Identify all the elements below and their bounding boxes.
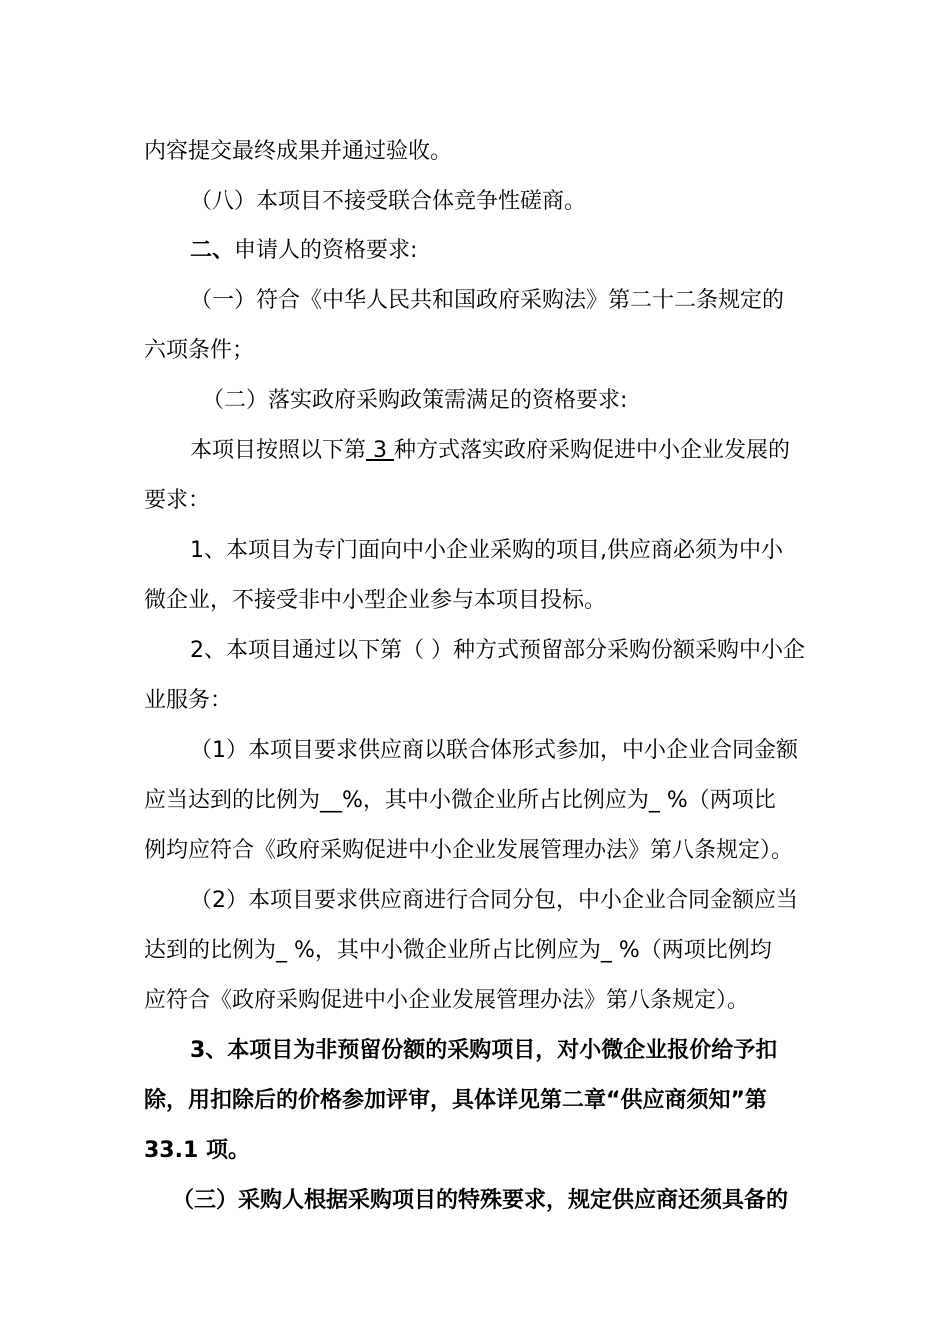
text-segment: 微企业，不接受非中小型企业参与本项目投标。 (144, 588, 607, 613)
text-segment: 达到的比例为_ %，其中小微企业所占比例应为_ %（两项比例均 (144, 938, 772, 963)
text-line-21 (144, 1136, 250, 1166)
text-segment: 要求： (144, 488, 211, 513)
text-line-15 (144, 836, 793, 866)
text-line-10 (144, 586, 606, 616)
text-line-7 (190, 436, 790, 466)
text-line-9 (190, 536, 783, 566)
text-line-19 (190, 1036, 777, 1066)
text-line-17 (144, 936, 772, 966)
text-line-2 (190, 187, 586, 217)
text-segment: 六项条件； (144, 338, 255, 363)
text-line-16 (190, 886, 798, 916)
text-segment: 业服务： (144, 688, 233, 713)
text-segment: 3、本项目为非预留份额的采购项目，对小微企业报价给予扣 (190, 1038, 778, 1063)
text-segment: （2）本项目要求供应商进行合同分包，中小企业合同金额应当 (190, 888, 798, 913)
text-line-22 (172, 1186, 788, 1216)
text-line-13 (190, 736, 798, 766)
text-line-4 (190, 286, 784, 316)
text-segment: 除，用扣除后的价格参加评审，具体详见第二章“供应商须知”第 (144, 1088, 767, 1113)
text-segment: （一）符合《中华人民共和国政府采购法》第二十二条规定的 (190, 288, 785, 313)
underlined-method-number: 3 (366, 438, 394, 463)
text-line-14 (144, 786, 776, 816)
text-segment: 本项目按照以下第 (190, 438, 367, 463)
text-segment: 内容提交最终成果并通过验收。 (144, 139, 453, 164)
text-line-1 (144, 137, 452, 167)
text-line-5 (144, 336, 254, 366)
text-line-6 (202, 386, 627, 416)
text-segment: 33.1 项。 (144, 1138, 250, 1163)
section-heading-qualifications (190, 236, 417, 266)
text-segment: （1）本项目要求供应商以联合体形式参加，中小企业合同金额 (190, 738, 798, 763)
text-line-11 (190, 636, 805, 666)
text-segment: 种方式落实政府采购促进中小企业发展的 (394, 438, 791, 463)
text-segment: （二）落实政府采购政策需满足的资格要求: (202, 388, 628, 413)
section-number: 二、 (190, 238, 235, 263)
text-segment: 应符合《政府采购促进中小企业发展管理办法》第八条规定）。 (144, 988, 750, 1013)
section-title: 申请人的资格要求: (234, 238, 418, 263)
text-line-20 (144, 1086, 767, 1116)
text-line-12 (144, 686, 232, 716)
text-segment: （三）采购人根据采购项目的特殊要求，规定供应商还须具备的 (172, 1188, 789, 1213)
text-segment: 2、本项目通过以下第（ ）种方式预留部分采购份额采购中小企 (190, 638, 805, 663)
text-line-8 (144, 486, 210, 516)
text-segment: （八）本项目不接受联合体竞争性磋商。 (190, 189, 587, 214)
text-segment: 应当达到的比例为__%，其中小微企业所占比例应为_ %（两项比 (144, 788, 776, 813)
text-segment: 例均应符合《政府采购促进中小企业发展管理办法》第八条规定）。 (144, 838, 794, 863)
text-line-18 (144, 986, 749, 1016)
text-segment: 1、本项目为专门面向中小企业采购的项目,供应商必须为中小 (190, 538, 783, 563)
